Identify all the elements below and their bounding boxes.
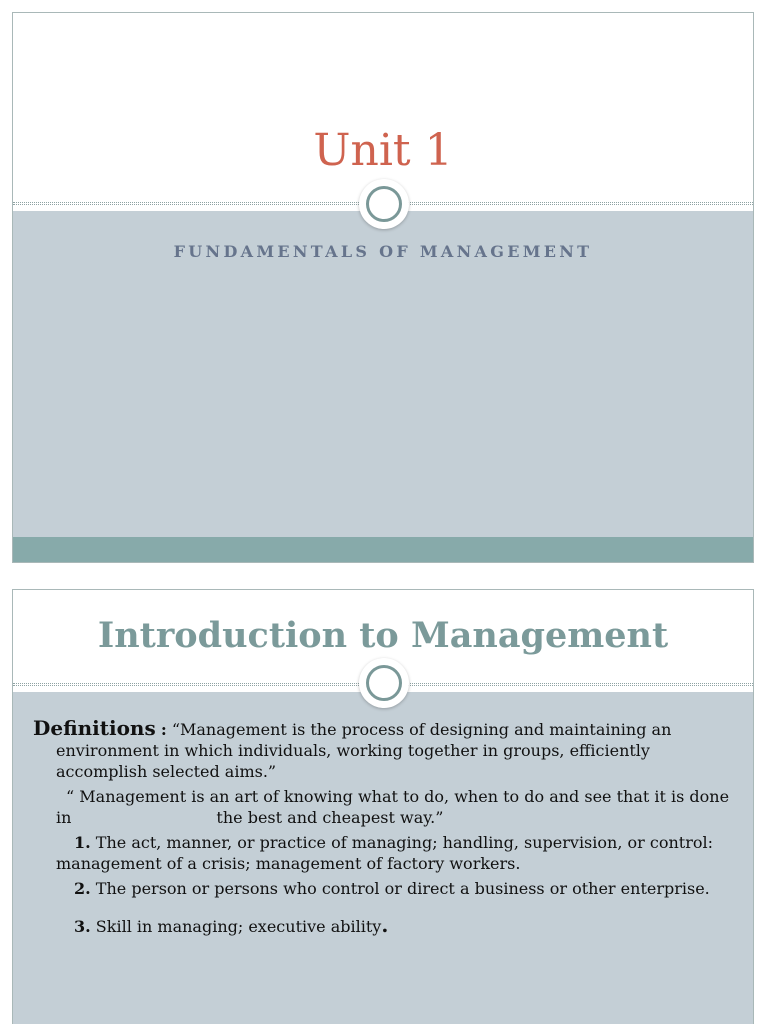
slide-title: Unit 1 [313,125,453,176]
item-text: The person or persons who control or direct a business or other enterprise. [95,879,710,898]
definitions-label: Definitions [33,716,156,740]
item-number: 1. [74,833,91,852]
list-item [33,878,733,899]
intro-slide [12,589,754,1024]
slide-body [33,718,733,941]
list-item [33,915,733,937]
item-text: Skill in managing; executive ability [95,917,382,936]
item-text-2: management of a crisis; management of factory workers. [56,854,521,873]
definitions-colon: : [160,720,167,739]
slide-title: Introduction to Management [97,615,669,656]
footer-band [13,537,753,563]
slide-subtitle: FUNDAMENTALS OF MANAGEMENT [173,242,593,261]
item-text: The act, manner, or practice of managing; handling, supervision, or control: [95,833,713,852]
list-item [33,832,733,874]
title-slide [12,12,754,563]
definition-paragraph [33,718,733,782]
item-end-mark: . [381,913,389,937]
ring-ornament-icon [359,658,409,708]
item-number: 3. [74,917,91,936]
definition-paragraph-2 [33,786,733,828]
definition-text-2a: “ Management is an art of knowing what to do, when to do and see that it is done in [56,787,730,827]
definition-text-2b: the best and cheapest way.” [216,808,444,827]
ring-ornament-icon [359,179,409,229]
definition-text: “Management is the process of designing and maintaining an environment in which individuals, working together in groups, efficiently accomplish selected aims.” [56,720,672,781]
item-number: 2. [74,879,91,898]
